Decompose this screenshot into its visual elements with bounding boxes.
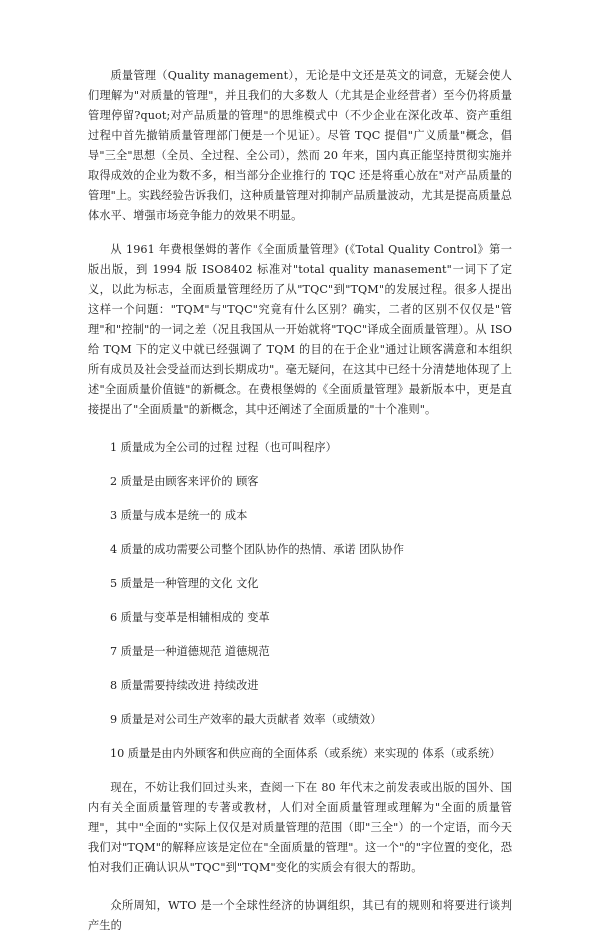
list-item: 3 质量与成本是统一的 成本 <box>110 509 248 522</box>
list-item: 1 质量成为全公司的过程 过程（也可叫程序） <box>110 441 337 454</box>
list-item: 2 质量是由顾客来评价的 顾客 <box>110 475 259 488</box>
list-item: 10 质量是由内外顾客和供应商的全面体系（或系统）来实现的 体系（或系统） <box>110 747 501 760</box>
list-item: 6 质量与变革是相辅相成的 变革 <box>110 611 270 624</box>
list-item: 8 质量需要持续改进 持续改进 <box>110 679 259 692</box>
list-item: 4 质量的成功需要公司整个团队协作的热情、承诺 团队协作 <box>110 543 404 556</box>
list-item: 7 质量是一种道德规范 道德规范 <box>110 645 270 658</box>
list-item: 9 质量是对公司生产效率的最大贡献者 效率（或绩效） <box>110 713 382 726</box>
list-item: 5 质量是一种管理的文化 文化 <box>110 577 259 590</box>
retrospective-paragraph: 现在，不妨让我们回过头来，查阅一下在 80 年代末之前发表或出版的国外、国内有关全面质量管理的专著或教材，人们对全面质量管理或理解为"全面的质量管理"，其中"全面的"实际上仅仅是对质量管理的范围（即"三全"）的一个定语，而今天我们对"TQM"的解释应该是定位在"全面质量的管理"。这一个"的"字位置的变化，恐怕对我们正确认识从"TQC"到"TQM"变化的实质会有很大的帮助。 <box>88 781 512 874</box>
document-page <box>88 66 512 936</box>
wto-paragraph: 众所周知，WTO 是一个全球性经济的协调组织，其已有的规则和将要进行谈判产生的 <box>88 899 512 932</box>
intro-paragraph: 质量管理（Quality management），无论是中文还是英文的词意，无疑会使人们理解为"对质量的管理"，并且我们的大多数人（尤其是企业经营者）至今仍将质量管理停留?quot;对产品质量的管理"的思维模式中（不少企业在深化改革、资产重组过程中首先撤销质量管理部门便是一个见证）。尽管 TQC 提倡"广义质量"概念，倡导"三全"思想（全员、全过程、全公司），然而 20 年来，国内真正能坚持贯彻实施并取得成效的企业为数不多，相当部分企业推行的 TQC 还是将重心放在"对产品质量的管理"上。实践经验告诉我们，这种质量管理对抑制产品质量波动，尤其是提高质量总体水平、增强市场竞争能力的效果不明显。 <box>88 69 512 222</box>
history-paragraph: 从 1961 年费根堡姆的著作《全面质量管理》(《Total Quality Control》第一版出版，到 1994 版 ISO8402 标准对"total quality manasement"一词下了定义，以此为标志，全面质量管理经历了从"TQC"到"TQM"的发展过程。很多人提出这样一个问题："TQM"与"TQC"究竟有什么区别？确实，二者的区别不仅仅是"管理"和"控制"的一词之差（况且我国从一开始就将"TQC"译成全面质量管理）。从 ISO 给 TQM 下的定义中就已经强调了 TQM 的目的在于企业"通过让顾客满意和本组织所有成员及社会受益而达到长期成功"。毫无疑问，在这其中已经十分清楚地体现了上述"全面质量价值链"的新概念。在费根堡姆的《全面质量管理》最新版本中，更是直接提出了"全面质量"的新概念，其中还阐述了全面质量的"十个准则"。 <box>88 243 512 416</box>
ten-principles-list <box>88 438 512 764</box>
